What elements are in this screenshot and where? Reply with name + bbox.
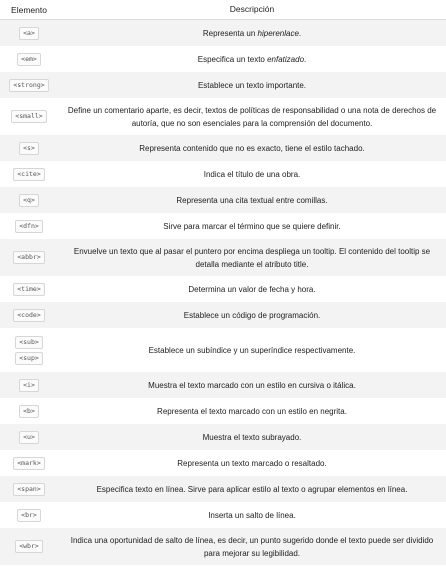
description-text: Determina un valor de fecha y hora. (188, 284, 316, 294)
element-cell (0, 540, 58, 553)
element-cell (0, 336, 58, 365)
description-text: Representa un (202, 28, 258, 38)
description-cell (58, 104, 446, 130)
description-text: Establece un código de programación. (183, 310, 321, 320)
table-row (0, 135, 446, 161)
table-row (0, 213, 446, 239)
description-text: Muestra el texto subrayado. (202, 432, 302, 442)
description-text: Inserta un salto de línea. (208, 510, 296, 520)
description-cell (58, 53, 446, 66)
element-tag: <time> (13, 283, 44, 296)
description-cell (58, 405, 446, 418)
element-cell (0, 431, 58, 444)
description-cell (58, 309, 446, 322)
element-tag: <q> (19, 194, 39, 207)
element-tag: <b> (19, 405, 39, 418)
description-cell (58, 457, 446, 470)
description-text: Define un comentario aparte, es decir, textos de políticas de responsabilidad o una nota de derechos de autoría, que no son esenciales para la comprensión del documento. (67, 105, 437, 128)
description-emphasis: hiperenlace (257, 28, 299, 38)
table-row (0, 328, 446, 372)
description-suffix: . (304, 54, 307, 64)
description-text: Establece un texto importante. (197, 80, 307, 90)
table-row (0, 398, 446, 424)
element-tag: <sub> (15, 336, 43, 349)
element-cell (0, 457, 58, 470)
element-tag: <sup> (15, 352, 43, 365)
description-text: Indica una oportunidad de salto de línea, es decir, un punto sugerido donde el texto puede ser dividido para mejorar su legibilidad. (70, 535, 434, 558)
table-row (0, 528, 446, 565)
element-cell (0, 251, 58, 264)
description-text: Representa una cita textual entre comillas. (176, 195, 328, 205)
description-cell (58, 379, 446, 392)
description-text: Representa un texto marcado o resaltado. (177, 458, 327, 468)
element-cell (0, 53, 58, 66)
element-tag: <wbr> (15, 540, 43, 553)
table-row (0, 302, 446, 328)
element-cell (0, 27, 58, 40)
description-cell (58, 142, 446, 155)
element-tag: <em> (17, 53, 41, 66)
element-tag: <mark> (13, 457, 44, 470)
table-row (0, 239, 446, 276)
description-cell (58, 534, 446, 560)
element-tag: <s> (19, 142, 39, 155)
table-row (0, 161, 446, 187)
description-text: Sirve para marcar el término que se quiere definir. (163, 221, 341, 231)
element-cell (0, 379, 58, 392)
table-header (0, 0, 446, 20)
table-row (0, 20, 446, 46)
table-row (0, 450, 446, 476)
element-tag: <br> (17, 509, 41, 522)
element-cell (0, 509, 58, 522)
element-tag: <abbr> (13, 251, 44, 264)
element-cell (0, 283, 58, 296)
element-tag: <small> (11, 110, 46, 123)
element-cell (0, 194, 58, 207)
table-row (0, 372, 446, 398)
description-cell (58, 27, 446, 40)
description-text: Especifica un texto (197, 54, 268, 64)
description-cell (58, 344, 446, 357)
description-cell (58, 431, 446, 444)
table-row (0, 46, 446, 72)
element-cell (0, 79, 58, 92)
description-cell (58, 245, 446, 271)
description-emphasis: enfatizado (267, 54, 305, 64)
element-cell (0, 110, 58, 123)
table-row (0, 476, 446, 502)
header-descripcion: Descripción (229, 4, 275, 14)
element-cell (0, 142, 58, 155)
element-cell (0, 220, 58, 233)
description-text: Muestra el texto marcado con un estilo en cursiva o itálica. (148, 380, 356, 390)
description-cell (58, 194, 446, 207)
description-cell (58, 509, 446, 522)
element-tag: <u> (19, 431, 39, 444)
description-cell (58, 220, 446, 233)
table-row (0, 424, 446, 450)
element-cell (0, 309, 58, 322)
element-tag: <span> (13, 483, 44, 496)
element-cell (0, 483, 58, 496)
table-row (0, 276, 446, 302)
description-text: Especifica texto en línea. Sirve para aplicar estilo al texto o agrupar elementos en línea. (96, 484, 408, 494)
element-tag: <dfn> (15, 220, 43, 233)
table-row (0, 187, 446, 213)
element-tag: <cite> (13, 168, 44, 181)
description-text: Indica el título de una obra. (203, 169, 301, 179)
element-tag: <strong> (9, 79, 48, 92)
description-text: Envuelve un texto que al pasar el puntero por encima despliega un tooltip. El contenido del tooltip se detalla mediante el atributo title. (73, 246, 431, 269)
description-cell (58, 283, 446, 296)
description-text: Representa contenido que no es exacto, tiene el estilo tachado. (139, 143, 365, 153)
description-cell (58, 79, 446, 92)
element-cell (0, 405, 58, 418)
description-text: Representa el texto marcado con un estilo en negrita. (157, 406, 347, 416)
description-cell (58, 168, 446, 181)
description-cell (58, 483, 446, 496)
element-tag: <i> (19, 379, 39, 392)
table-body (0, 20, 446, 565)
element-tag: <a> (19, 27, 39, 40)
table-row (0, 98, 446, 135)
element-cell (0, 168, 58, 181)
element-tag: <code> (13, 309, 44, 322)
description-suffix: . (298, 28, 302, 38)
header-elemento: Elemento (11, 4, 47, 15)
description-text: Establece un subíndice y un superíndice respectivamente. (148, 345, 356, 355)
table-row (0, 502, 446, 528)
table-row (0, 72, 446, 98)
